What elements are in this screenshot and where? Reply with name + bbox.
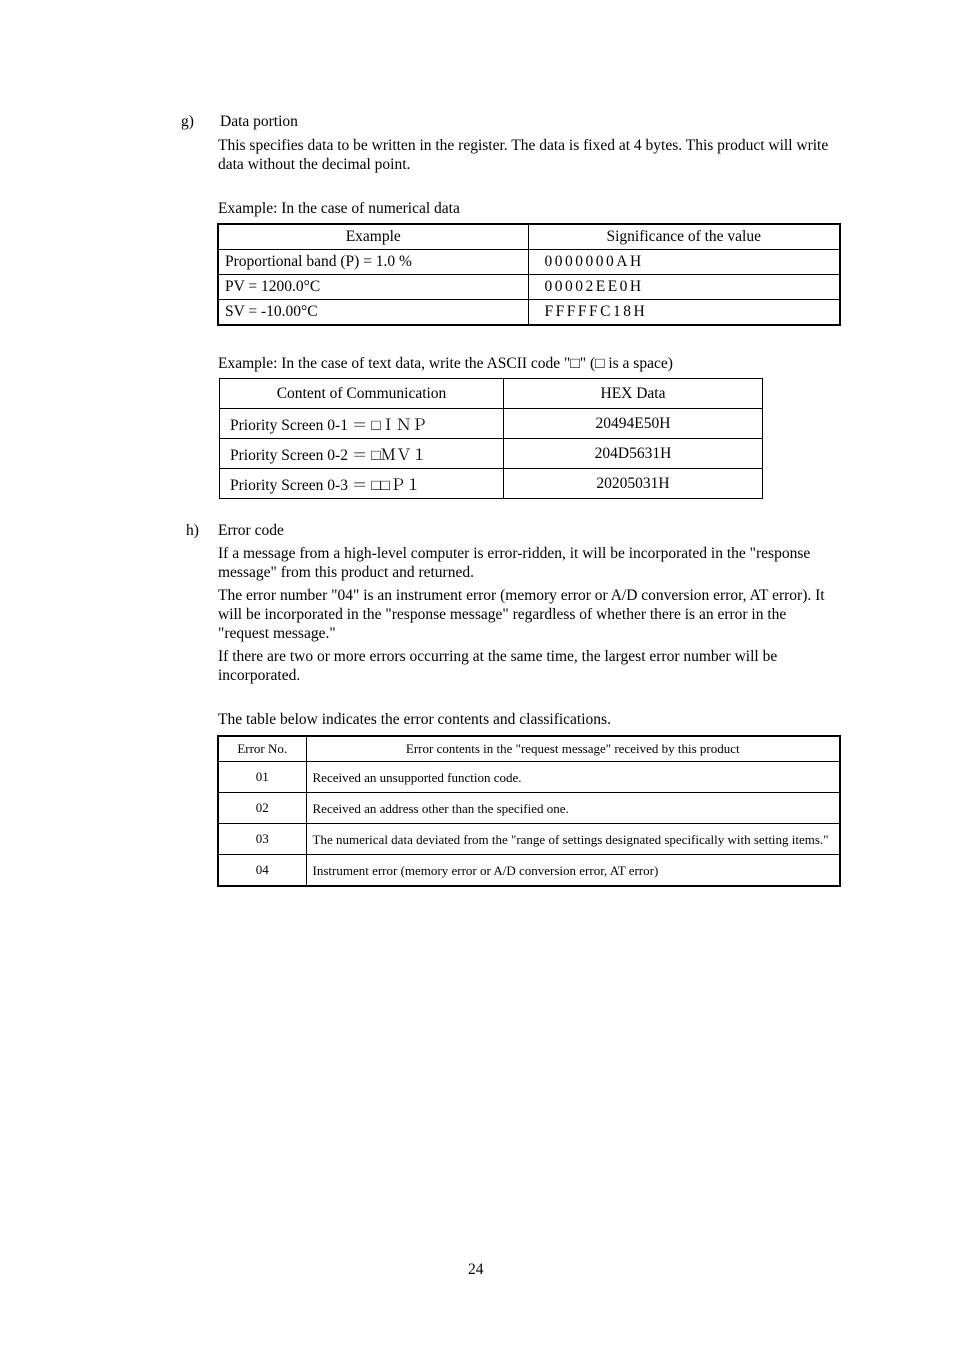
- table-header-row: [220, 379, 763, 409]
- column-header-example: Example: [218, 224, 528, 250]
- table-header-row: [218, 224, 840, 250]
- section-h-paragraph-3: If there are two or more errors occurring at the same time, the largest error number will be incorporated.: [218, 648, 778, 684]
- section-g-heading: Data portion: [220, 113, 298, 130]
- section-h-marker: h): [186, 522, 199, 539]
- section-g-marker: g): [181, 113, 194, 130]
- value-cell: FFFFFC18H: [528, 300, 840, 326]
- table-header-row: [218, 736, 840, 762]
- example-cell: SV = -10.00°C: [218, 300, 528, 326]
- section-h-heading: Error code: [218, 522, 284, 539]
- error-description-cell: Instrument error (memory error or A/D conversion error, AT error): [306, 855, 840, 887]
- table-row: [218, 275, 840, 300]
- section-g-text: This specifies data to be written in the register. The data is fixed at 4 bytes. This product will write data without the decimal point.: [218, 137, 829, 173]
- error-description-cell: Received an address other than the specified one.: [306, 793, 840, 824]
- value-cell: 0000000AH: [528, 250, 840, 275]
- hex-cell: 204D5631H: [504, 439, 763, 469]
- table-row: [218, 855, 840, 887]
- column-header-error-no: Error No.: [218, 736, 306, 762]
- hex-cell: 20205031H: [504, 469, 763, 499]
- numerical-data-table: [217, 223, 841, 326]
- text-example-caption: Example: In the case of text data, write the ASCII code "□" (□ is a space): [218, 355, 673, 372]
- column-header-content: Content of Communication: [220, 379, 504, 409]
- page-number: 24: [468, 1261, 484, 1278]
- table-row: [218, 300, 840, 326]
- error-description-cell: Received an unsupported function code.: [306, 762, 840, 793]
- content-cell: Priority Screen 0-1 ＝ □ＩＮＰ: [220, 409, 504, 439]
- error-number-cell: 04: [218, 855, 306, 887]
- column-header-hex: HEX Data: [504, 379, 763, 409]
- section-h-paragraph-1: If a message from a high-level computer is error-ridden, it will be incorporated in the "response message" from this product and returned.: [218, 545, 811, 581]
- table-row: [218, 762, 840, 793]
- content-cell: Priority Screen 0-3 ＝ □□Ｐ１: [220, 469, 504, 499]
- table-row: [218, 793, 840, 824]
- numerical-example-caption: Example: In the case of numerical data: [218, 200, 460, 217]
- error-number-cell: 01: [218, 762, 306, 793]
- table-row: [220, 409, 763, 439]
- section-h-paragraph-2: The error number "04" is an instrument error (memory error or A/D conversion error, AT error). It will be incorporated in the "response message" regardless of whether there is an error in the "request message.": [218, 587, 825, 642]
- text-data-table: [219, 378, 763, 499]
- error-number-cell: 02: [218, 793, 306, 824]
- value-cell: 00002EE0H: [528, 275, 840, 300]
- table-row: [218, 250, 840, 275]
- error-number-cell: 03: [218, 824, 306, 855]
- example-cell: PV = 1200.0°C: [218, 275, 528, 300]
- content-cell: Priority Screen 0-2 ＝ □ＭＶ１: [220, 439, 504, 469]
- table-row: [218, 824, 840, 855]
- error-table-caption: The table below indicates the error contents and classifications.: [218, 711, 611, 728]
- error-description-cell: The numerical data deviated from the "range of settings designated specifically with setting items.": [306, 824, 840, 855]
- error-code-table: [217, 735, 841, 887]
- table-row: [220, 469, 763, 499]
- column-header-error-contents: Error contents in the "request message" received by this product: [306, 736, 840, 762]
- column-header-significance: Significance of the value: [528, 224, 840, 250]
- table-row: [220, 439, 763, 469]
- example-cell: Proportional band (P) = 1.0 %: [218, 250, 528, 275]
- hex-cell: 20494E50H: [504, 409, 763, 439]
